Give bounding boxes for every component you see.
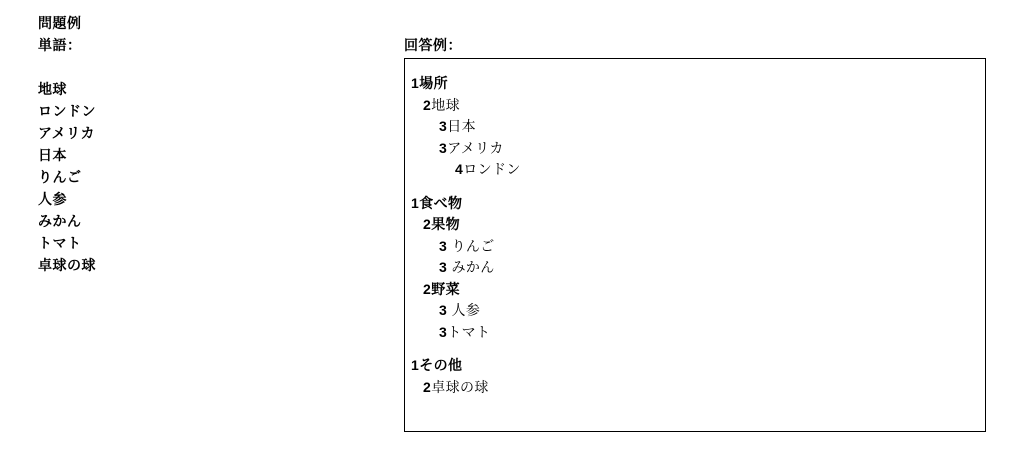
answer-line	[409, 159, 975, 181]
answer-line-number: 1	[411, 357, 420, 373]
answer-line-text: 地球	[431, 96, 460, 113]
word-list	[38, 78, 358, 276]
answer-line-text: りんご	[447, 237, 495, 254]
answer-line-text: 野菜	[431, 280, 460, 297]
answer-line	[409, 116, 975, 138]
answer-line	[409, 138, 975, 160]
list-item: ロンドン	[38, 103, 96, 119]
words-label: 単語：	[38, 37, 82, 53]
answer-line-number: 1	[411, 194, 420, 211]
answer-line-text: 卓球の球	[431, 378, 489, 395]
list-item: 地球	[38, 81, 67, 97]
answer-line-number: 3	[439, 237, 448, 254]
list-item: アメリカ	[38, 125, 96, 141]
answer-label: 回答例：	[404, 37, 462, 53]
list-item: りんご	[38, 169, 82, 185]
answer-line	[409, 377, 975, 399]
page-title: 問題例	[38, 15, 82, 31]
answer-line-number: 2	[423, 96, 432, 113]
list-item: トマト	[38, 235, 82, 251]
answer-line-spacer	[409, 343, 975, 355]
list-item: みかん	[38, 213, 82, 229]
answer-outline	[409, 73, 975, 398]
answer-line-text: 食べ物	[419, 194, 463, 211]
answer-line-text: ロンドン	[463, 161, 521, 177]
answer-line-text: トマト	[447, 323, 491, 340]
answer-line-number: 3	[439, 302, 448, 318]
answer-line	[409, 95, 975, 117]
list-item: 人参	[38, 191, 67, 207]
answer-line	[409, 236, 975, 258]
answer-line-text: アメリカ	[447, 139, 504, 156]
answer-line-text: 果物	[431, 216, 460, 232]
answer-line-text: その他	[419, 357, 463, 373]
problem-example-column	[38, 12, 358, 276]
answer-box	[404, 58, 986, 432]
answer-line-number: 3	[439, 323, 448, 340]
answer-line-number: 2	[423, 216, 432, 232]
answer-line	[409, 193, 975, 215]
answer-line-number: 2	[423, 378, 432, 395]
answer-line-number: 3	[439, 139, 448, 156]
list-item: 日本	[38, 147, 67, 163]
answer-example-column	[404, 36, 988, 432]
answer-line	[409, 300, 975, 322]
answer-line-text: 日本	[447, 118, 476, 134]
answer-line	[409, 214, 975, 236]
answer-line	[409, 322, 975, 344]
answer-line-text: みかん	[447, 259, 495, 275]
answer-line-number: 2	[423, 280, 432, 297]
answer-line-number: 4	[455, 161, 464, 177]
answer-line-number: 1	[411, 75, 420, 91]
list-item: 卓球の球	[38, 257, 96, 273]
answer-line-text: 人参	[447, 302, 481, 318]
answer-line	[409, 257, 975, 279]
answer-line	[409, 73, 975, 95]
answer-line	[409, 355, 975, 377]
answer-line-number: 3	[439, 259, 448, 275]
answer-line-number: 3	[439, 118, 448, 134]
answer-line	[409, 279, 975, 301]
answer-line-text: 場所	[419, 75, 448, 91]
answer-line-spacer	[409, 181, 975, 193]
